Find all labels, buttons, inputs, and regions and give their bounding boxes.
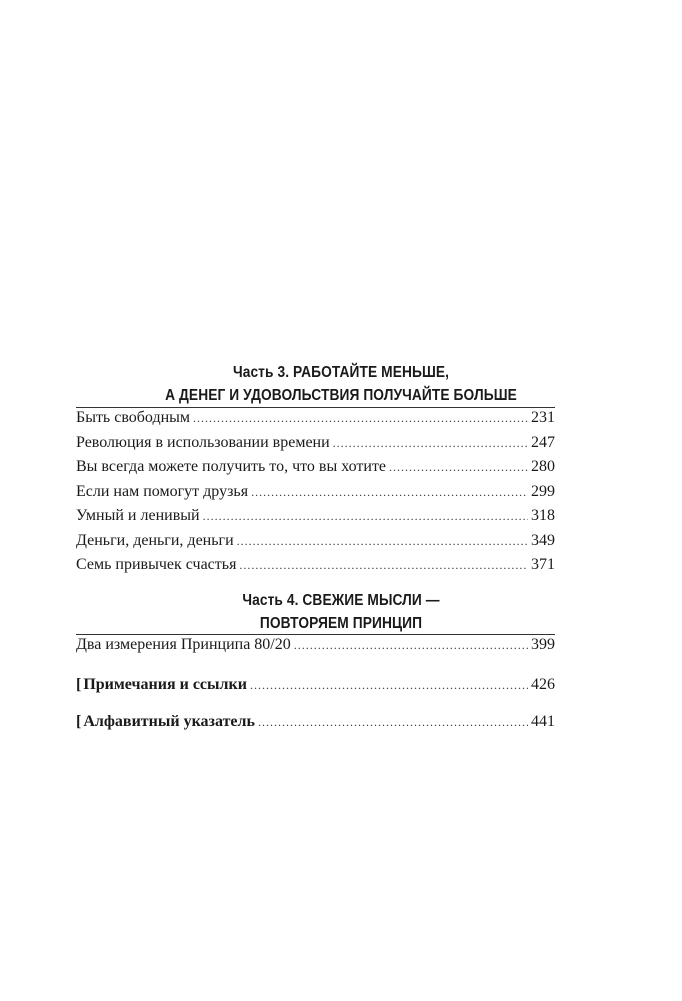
toc-entry-bracket: [ bbox=[76, 676, 82, 693]
dot-leader bbox=[203, 509, 528, 524]
back-matter-entry-index bbox=[76, 713, 555, 738]
dot-leader bbox=[389, 460, 528, 475]
dot-leader bbox=[294, 638, 528, 653]
toc-entry[interactable] bbox=[76, 532, 555, 557]
toc-entry-title: Деньги, деньги, деньги bbox=[76, 531, 234, 549]
toc-entry-title: Семь привычек счастья bbox=[76, 556, 237, 573]
part4-heading-line1: Часть 4. СВЕЖИЕ МЫСЛИ — bbox=[242, 592, 440, 609]
toc-entry-page: 247 bbox=[531, 433, 555, 451]
toc-entry-page: 349 bbox=[531, 531, 555, 549]
part3-divider bbox=[76, 407, 555, 408]
toc-entry[interactable] bbox=[76, 507, 555, 532]
toc-entry[interactable] bbox=[76, 458, 555, 483]
toc-entry-page: 318 bbox=[531, 507, 555, 524]
part3-heading-line2: А ДЕНЕГ И УДОВОЛЬСТВИЯ ПОЛУЧАЙТЕ БОЛЬШЕ bbox=[165, 387, 517, 404]
dot-leader bbox=[239, 558, 528, 573]
toc-entry-title: Революция в использовании времени bbox=[76, 433, 330, 451]
toc-entry-title: Два измерения Принципа 80/20 bbox=[76, 636, 291, 653]
toc-entry[interactable] bbox=[76, 713, 555, 738]
dot-leader bbox=[250, 678, 528, 693]
toc-entry-page: 299 bbox=[531, 482, 555, 500]
dot-leader bbox=[251, 485, 528, 500]
dot-leader bbox=[237, 534, 528, 549]
toc-entry[interactable] bbox=[76, 676, 555, 701]
toc-entry-title: Если нам помогут друзья bbox=[76, 482, 249, 500]
toc-entry-page: 441 bbox=[531, 713, 555, 730]
toc-entry-page: 231 bbox=[531, 409, 555, 426]
part3-entries bbox=[76, 409, 555, 581]
toc-entry-bracket: [ bbox=[76, 713, 82, 730]
part4-entries bbox=[76, 636, 555, 661]
toc-entry-page: 426 bbox=[531, 676, 555, 693]
toc-entry-title: Алфавитный указатель bbox=[83, 713, 255, 730]
part4-heading bbox=[113, 589, 569, 635]
toc-entry-title: Вы всегда можете получить то, что вы хотите bbox=[76, 458, 387, 475]
toc-entry-title: Примечания и ссылки bbox=[83, 676, 247, 693]
back-matter-entry-notes bbox=[76, 676, 555, 701]
part4-divider bbox=[76, 634, 555, 635]
toc-entry-page: 280 bbox=[531, 458, 555, 475]
toc-entry[interactable] bbox=[76, 409, 555, 434]
toc-entry-title: Умный и ленивый bbox=[76, 507, 200, 524]
toc-entry-page: 399 bbox=[531, 636, 555, 653]
toc-entry-page: 371 bbox=[531, 556, 555, 573]
toc-entry[interactable] bbox=[76, 434, 555, 459]
toc-entry[interactable] bbox=[76, 636, 555, 661]
toc-entry[interactable] bbox=[76, 556, 555, 581]
part3-heading-line1: Часть 3. РАБОТАЙТЕ МЕНЬШЕ, bbox=[232, 364, 450, 381]
part4-heading-line2: ПОВТОРЯЕМ ПРИНЦИП bbox=[259, 615, 423, 632]
dot-leader bbox=[193, 411, 528, 426]
toc-entry-title: Быть свободным bbox=[76, 409, 191, 426]
dot-leader bbox=[333, 436, 528, 451]
part3-heading bbox=[113, 361, 569, 407]
toc-entry[interactable] bbox=[76, 483, 555, 508]
dot-leader bbox=[258, 715, 528, 730]
